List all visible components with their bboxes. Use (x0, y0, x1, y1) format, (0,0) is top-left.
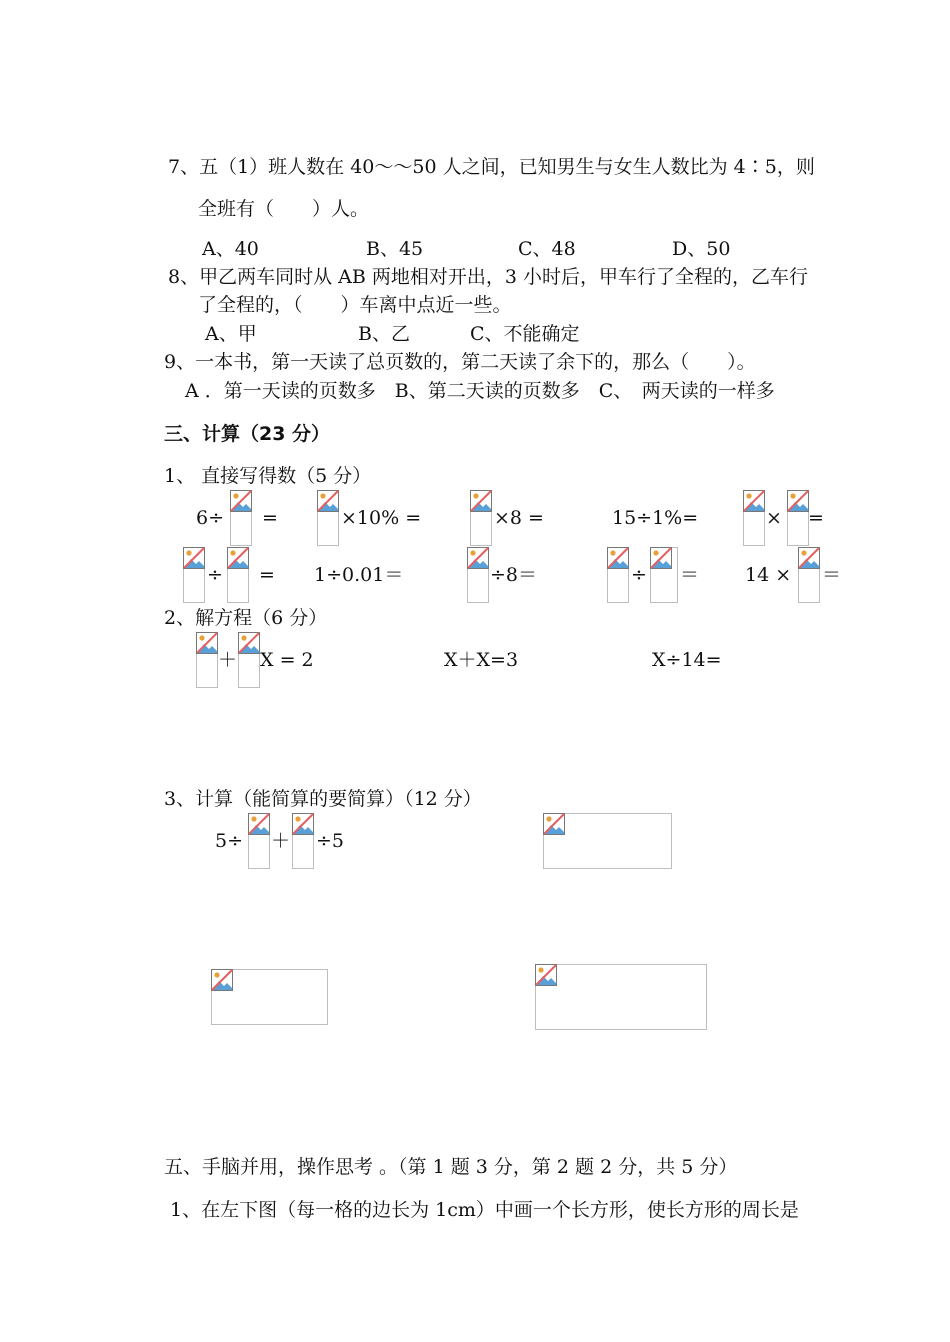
r1-text-6: × (766, 507, 782, 529)
broken-image-icon (787, 490, 809, 512)
broken-image-icon (470, 490, 492, 512)
broken-image-icon (467, 547, 489, 569)
fraction-image (196, 632, 218, 688)
r1-text-3: ×10% = (341, 507, 422, 529)
broken-image-icon (211, 969, 233, 991)
q7-line1: 7、五（1）班人数在 40～～50 人之间，已知男生与女生人数比为 4∶5，则 (168, 156, 815, 178)
fraction-image (470, 490, 492, 546)
r2-text-1: ÷ (207, 564, 223, 586)
p3-expr-2: ＋ (271, 830, 291, 852)
fraction-image (317, 490, 339, 546)
broken-image-icon (238, 632, 260, 654)
r1-text-7: = (808, 507, 824, 529)
fraction-image (787, 490, 809, 546)
eq1-rest: X = 2 (260, 649, 314, 671)
r2-text-6: ＝ (680, 564, 700, 586)
broken-image-icon (317, 490, 339, 512)
fraction-image (238, 632, 260, 688)
fraction-image (607, 547, 629, 603)
eq1-plus: ＋ (218, 649, 238, 671)
q7-option-a: A、40 (202, 238, 259, 260)
r1-text-2: = (262, 507, 278, 529)
q7-option-c: C、48 (518, 238, 576, 260)
q8-line1: 8、甲乙两车同时从 AB 两地相对开出，3 小时后，甲车行了全程的，乙车行 (168, 266, 808, 288)
eq3: X÷14= (652, 649, 722, 671)
q8-option-c: C、不能确定 (470, 323, 580, 345)
q9-line1: 9、一本书，第一天读了总页数的，第二天读了余下的，那么（ ）。 (164, 351, 756, 373)
q7-option-b: B、45 (366, 238, 424, 260)
q7-line2: 全班有（ ）人。 (198, 198, 370, 220)
r1-text-1: 6÷ (196, 507, 225, 529)
fraction-image (183, 547, 205, 603)
r2-text-8: ＝ (822, 564, 842, 586)
part3-title: 3、计算（能简算的要简算）（12 分） (164, 788, 482, 810)
section3-title: 三、计算（23 分） (164, 423, 331, 445)
r2-text-7: 14 × (745, 564, 792, 586)
broken-image-icon (650, 547, 672, 569)
fraction-image (227, 547, 249, 603)
r2-text-4: ÷8＝ (490, 564, 538, 586)
broken-image-icon (248, 813, 270, 835)
fraction-image (230, 490, 252, 546)
broken-image-icon (798, 547, 820, 569)
p3-expr-1: 5÷ (215, 830, 244, 852)
p3-expr-3: ÷5 (316, 830, 345, 852)
r2-text-3: 1÷0.01＝ (314, 564, 404, 586)
r2-text-2: = (259, 564, 275, 586)
section5-title: 五、手脑并用，操作思考 。（第 1 题 3 分，第 2 题 2 分，共 5 分） (164, 1156, 738, 1178)
part1-title: 1、 直接写得数（5 分） (164, 465, 372, 487)
eq2: X＋X=3 (444, 649, 519, 671)
broken-image-icon (743, 490, 765, 512)
fraction-image (292, 813, 314, 869)
q7-option-d: D、50 (672, 238, 731, 260)
expression-image (543, 813, 672, 869)
broken-image-icon (183, 547, 205, 569)
section5-q1: 1、在左下图（每一格的边长为 1cm）中画一个长方形，使长方形的周长是 (170, 1199, 799, 1221)
r1-text-4: ×8 = (494, 507, 544, 529)
broken-image-icon (543, 813, 565, 835)
broken-image-icon (607, 547, 629, 569)
expression-image (211, 969, 328, 1025)
broken-image-icon (230, 490, 252, 512)
r2-text-5: ÷ (631, 564, 647, 586)
expression-image (535, 964, 707, 1030)
q8-option-a: A、甲 (205, 323, 257, 345)
q8-line2: 了全程的，（ ）车离中点近一些。 (198, 294, 512, 316)
fraction-image (248, 813, 270, 869)
broken-image-icon (535, 964, 557, 986)
part2-title: 2、解方程（6 分） (164, 607, 328, 629)
broken-image-icon (292, 813, 314, 835)
fraction-image (467, 547, 489, 603)
broken-image-icon (196, 632, 218, 654)
broken-image-icon (227, 547, 249, 569)
fraction-image (743, 490, 765, 546)
q9-options: A ．第一天读的页数多 B、第二天读的页数多 C、 两天读的一样多 (185, 380, 775, 402)
fraction-image (650, 547, 678, 603)
r1-text-5: 15÷1%= (612, 507, 699, 529)
fraction-image (798, 547, 820, 603)
q8-option-b: B、乙 (358, 323, 410, 345)
